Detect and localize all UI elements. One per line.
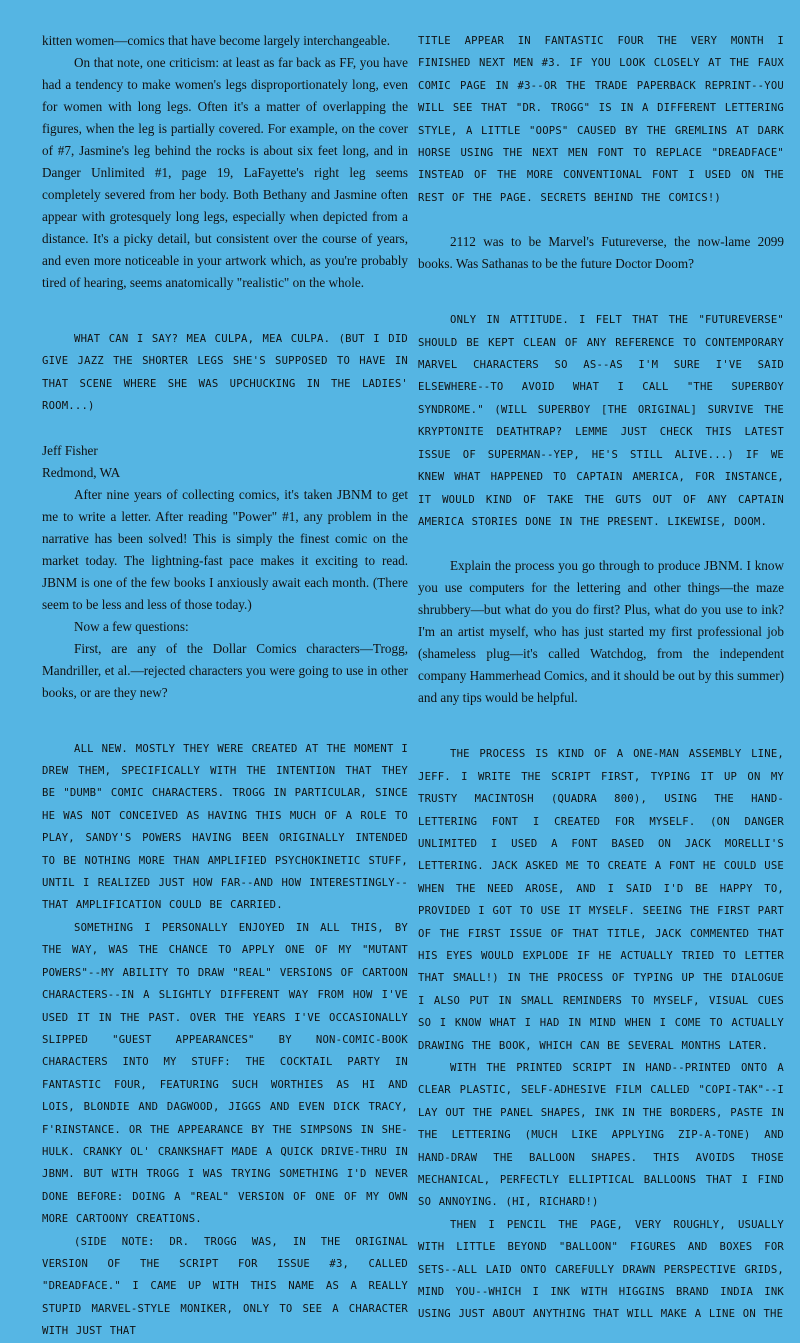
- reply2-paragraph: ALL NEW. MOSTLY THEY WERE CREATED AT THE MOMENT I DREW THEM, SPECIFICALLY WITH THE INTENTION THAT THEY BE "DUMB" COMIC CHARACTERS. TROGG IN PARTICULAR, SINCE HE WAS NOT CONCEIVED AS HAVING THIS MUCH OF A ROLE TO PLAY, SANDY'S POWERS HAVING BEEN ORIGINALLY INTENDED TO BE NOTHING MORE THAN AMPLIFIED PSYCHOKINETIC STUFF, UNTIL I REALIZED JUST HOW FAR--AND HOW INTERESTINGLY--THAT AMPLIFICATION COULD BE CARRIED.: [42, 742, 408, 912]
- reply1: WHAT CAN I SAY? MEA CULPA, MEA CULPA. (BUT I DID GIVE JAZZ THE SHORTER LEGS SHE'S SUPPOSED TO HAVE IN THAT SCENE WHERE SHE WAS UPCHUCKING IN THE LADIES' ROOM...): [42, 333, 408, 413]
- letter2-paragraph: Now a few questions:: [74, 618, 189, 634]
- reply4-paragraph: THEN I PENCIL THE PAGE, VERY ROUGHLY, USUALLY WITH LITTLE BEYOND "BALLOON" FIGURES AND BOXES FOR SETS--ALL LAID ONTO CAREFULLY DRAWN PERSPECTIVE GRIDS, MIND YOU--WHICH I INK WITH HIGGINS BRAND INDIA INK USING JUST ABOUT ANYTHING THAT WILL MAKE A LINE ON THE: [418, 1218, 784, 1321]
- letter2-name: Jeff Fisher: [42, 442, 98, 458]
- reply2-paragraph: (SIDE NOTE: DR. TROGG WAS, IN THE ORIGINAL VERSION OF THE SCRIPT FOR ISSUE #3, CALLED "DREADFACE." I CAME UP WITH THIS NAME AS A REALLY STUPID MARVEL-STYLE MONIKER, ONLY TO SEE A CHARACTER WITH JUST THAT: [42, 1235, 408, 1338]
- letter1-continuation: kitten women—comics that have become largely interchangeable.: [42, 33, 390, 48]
- reply4-paragraph: THE PROCESS IS KIND OF A ONE-MAN ASSEMBLY LINE, JEFF. I WRITE THE SCRIPT FIRST, TYPING IT UP ON MY TRUSTY MACINTOSH (QUADRA 800), USING THE HAND-LETTERING FONT I CREATED FOR MYSELF. (ON DANGER UNLIMITED I USED A FONT BASED ON JACK MORELLI'S LETTERING. JACK ASKED ME TO CREATE A FONT HE COULD USE WHEN THE NEED AROSE, AND I SAID I'D BE HAPPY TO, PROVIDED I GOT TO USE IT MYSELF. SEEING THE FIRST PART OF THE FIRST ISSUE OF THAT TITLE, JACK COMMENTED THAT HIS EYES WOULD EXPLODE IF HE ACTUALLY TRIED TO LETTER THAT SMALL!) IN THE PROCESS OF TYPING UP THE DIALOGUE I ALSO PUT IN SMALL REMINDERS TO MYSELF, VISUAL CUES SO I KNOW WHAT I HAD IN MIND WHEN I COME TO ACTUALLY DRAWING THE BOOK, WHICH CAN BE SEVERAL MONTHS LATER.: [418, 748, 784, 1052]
- letter1-paragraph: On that note, one criticism: at least as far back as FF, you have had a tendency to make women's legs disproportionately long, even for women with long legs. Often it's a matter of overlapping the figures, when the leg is partially covered. For example, on the cover of #7, Jasmine's leg behind the rocks is about six feet long, and in Danger Unlimited #1, page 19, LaFayette's right leg seems completely severed from her body. Both Bethany and Jasmine often appear with grotesquely long legs, especially when depicted from a distance. It's a picky detail, but consistent over the course of years, and even more noticeable in your artwork which, as you're probably tired of hearing, seems anatomically "realistic" on the whole.: [42, 55, 408, 290]
- reply2-paragraph: SOMETHING I PERSONALLY ENJOYED IN ALL THIS, BY THE WAY, WAS THE CHANCE TO APPLY ONE OF MY "MUTANT POWERS"--MY ABILITY TO DRAW "REAL" VERSIONS OF CARTOON CHARACTERS--IN A SLIGHTLY DIFFERENT WAY FROM HOW I'VE USED IT IN THE PAST. OVER THE YEARS I'VE OCCASIONALLY SLIPPED "GUEST APPEARANCES" BY NON-COMIC-BOOK CHARACTERS INTO MY STUFF: THE COCKTAIL PARTY IN FANTASTIC FOUR, FEATURING SUCH WORTHIES AS HI AND LOIS, BLONDIE AND DAGWOOD, JIGGS AND EVEN DICK TRACY, F'RINSTANCE. OR THE APPEARANCE BY THE SIMPSONS IN SHE-HULK. CRANKY OL' CRANKSHAFT MADE A QUICK DRIVE-THRU IN JBNM. BUT WITH TROGG I WAS TRYING SOMETHING I'D NEVER DONE BEFORE: DOING A "REAL" VERSION OF ONE OF MY OWN MORE CARTOONY CREATIONS.: [42, 921, 408, 1226]
- reply4-paragraph: WITH THE PRINTED SCRIPT IN HAND--PRINTED ONTO A CLEAR PLASTIC, SELF-ADHESIVE FILM CALLED "COPI-TAK"--I LAY OUT THE PANEL SHAPES, INK IN THE BORDERS, PASTE IN THE LETTERING (MUCH LIKE APPLYING ZIP-A-TONE) AND HAND-DRAW THE BALLOON SHAPES. THIS AVOIDS THOSE MECHANICAL, PERFECTLY ELLIPTICAL BALLOONS THAT I FIND SO ANNOYING. (HI, RICHARD!): [418, 1062, 784, 1209]
- question3: 2112 was to be Marvel's Futureverse, the now-lame 2099 books. Was Sathanas to be the future Doctor Doom?: [418, 234, 784, 272]
- reply3: ONLY IN ATTITUDE. I FELT THAT THE "FUTUREVERSE" SHOULD BE KEPT CLEAN OF ANY REFERENCE TO CONTEMPORARY MARVEL CHARACTERS SO AS--AS I'M SURE I'VE SAID ELSEWHERE--TO AVOID WHAT I CALL "THE SUPERBOY SYNDROME." (WILL SUPERBOY [THE ORIGINAL] SURVIVE THE KRYPTONITE DEATHTRAP? LEMME JUST CHECK THIS LATEST ISSUE OF SUPERMAN--YEP, HE'S STILL ALIVE...) IF WE KNEW WHAT HAPPENED TO CAPTAIN AMERICA, FOR INSTANCE, IT WOULD KIND OF TAKE THE GUTS OUT OF ANY CAPTAIN AMERICA STORIES DONE IN THE PRESENT. LIKEWISE, DOOM.: [418, 314, 784, 528]
- reply2-continuation: TITLE APPEAR IN FANTASTIC FOUR THE VERY MONTH I FINISHED NEXT MEN #3. IF YOU LOOK CLOSELY AT THE FAUX COMIC PAGE IN #3--OR THE TRADE PAPERBACK REPRINT--YOU WILL SEE THAT "DR. TROGG" IS IN A DIFFERENT LETTERING STYLE, A LITTLE "OOPS" CAUSED BY THE GREMLINS AT DARK HORSE USING THE NEXT MEN FONT TO REPLACE "DREADFACE" INSTEAD OF THE MORE CONVENTIONAL FONT I USED ON THE REST OF THE PAGE. SECRETS BEHIND THE COMICS!): [418, 35, 784, 204]
- left-column: [42, 30, 408, 1343]
- letter2-paragraph: First, are any of the Dollar Comics characters—Trogg, Mandriller, et al.—rejected characters you were going to use in other books, or are they new?: [42, 640, 408, 700]
- letter2-place: Redmond, WA: [42, 464, 121, 480]
- right-column: [418, 30, 784, 1326]
- question4: Explain the process you go through to produce JBNM. I know you use computers for the lettering and other things—the maze shrubbery—but what do you do first? Plus, what do you use to ink? I'm an artist myself, who has just started my first professional job (shameless plug—it's called Watchdog, from the independent company Hammerhead Comics, and it should be out by this summer) and any tips would be helpful.: [418, 558, 784, 706]
- letter2-paragraph: After nine years of collecting comics, it's taken JBNM to get me to write a letter. After reading "Power" #1, any problem in the narrative has been solved! This is simply the finest comic on the market today. The lightning-fast pace makes it exciting to read. JBNM is one of the few books I anxiously await each month. (There seem to be less and less of those today.): [42, 486, 408, 612]
